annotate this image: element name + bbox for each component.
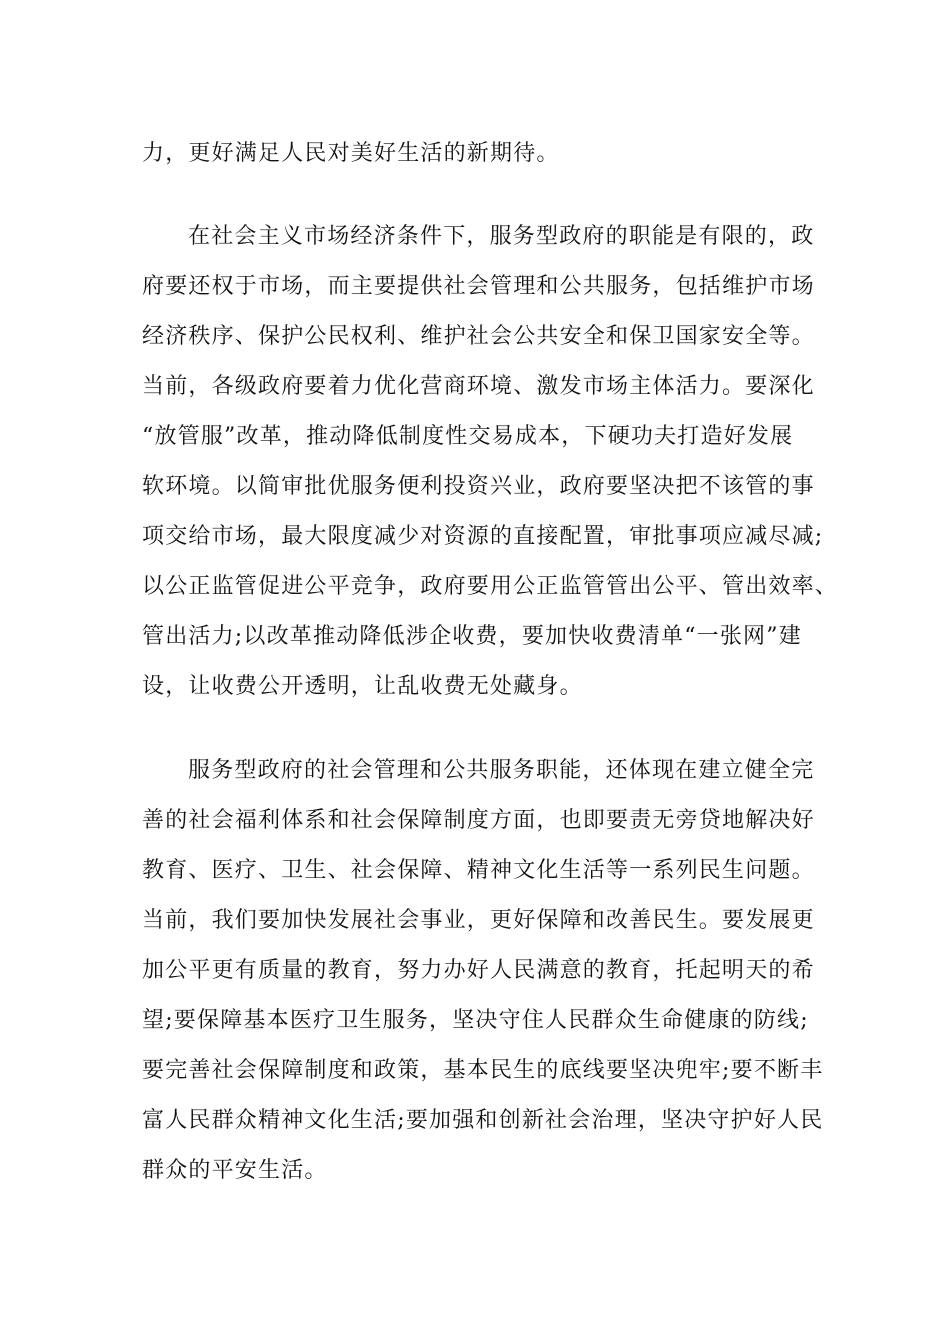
text-line: 力，更好满足人民对美好生活的新期待。 xyxy=(142,141,560,166)
text-line: 富人民群众精神文化生活;要加强和创新社会治理，坚决守护好人民 xyxy=(142,1108,824,1133)
text-line: 经济秩序、保护公民权利、维护社会公共安全和保卫国家安全等。 xyxy=(142,324,815,349)
text-line: 管出活力;以改革推动降低涉企收费，要加快收费清单“一张网”建 xyxy=(142,624,802,649)
text-line: 加公平更有质量的教育，努力办好人民满意的教育，托起明天的希 xyxy=(142,958,815,983)
text-line: 当前，各级政府要着力优化营商环境、激发市场主体活力。要深化 xyxy=(142,374,815,399)
text-line: 群众的平安生活。 xyxy=(142,1158,328,1183)
text-line: 善的社会福利体系和社会保障制度方面，也即要责无旁贷地解决好 xyxy=(142,808,815,833)
text-line: 软环境。以简审批优服务便利投资兴业，政府要坚决把不该管的事 xyxy=(142,474,815,499)
text-line: 望;要保障基本医疗卫生服务，坚决守住人民群众生命健康的防线; xyxy=(142,1008,809,1033)
text-line: 项交给市场，最大限度减少对资源的直接配置，审批事项应减尽减; xyxy=(142,524,824,549)
text-line: 在社会主义市场经济条件下，服务型政府的职能是有限的，政 xyxy=(188,224,815,249)
text-line: 当前，我们要加快发展社会事业，更好保障和改善民生。要发展更 xyxy=(142,908,815,933)
text-line: “放管服”改革，推动降低制度性交易成本，下硬功夫打造好发展 xyxy=(142,424,794,449)
text-line: 府要还权于市场，而主要提供社会管理和公共服务，包括维护市场 xyxy=(142,274,815,299)
text-line: 服务型政府的社会管理和公共服务职能，还体现在建立健全完 xyxy=(188,758,815,783)
text-line: 设，让收费公开透明，让乱收费无处藏身。 xyxy=(142,674,583,699)
text-line: 要完善社会保障制度和政策，基本民生的底线要坚决兜牢;要不断丰 xyxy=(142,1058,824,1083)
text-line: 以公正监管促进公平竞争，政府要用公正监管管出公平、管出效率、 xyxy=(142,574,839,599)
text-line: 教育、医疗、卫生、社会保障、精神文化生活等一系列民生问题。 xyxy=(142,858,815,883)
